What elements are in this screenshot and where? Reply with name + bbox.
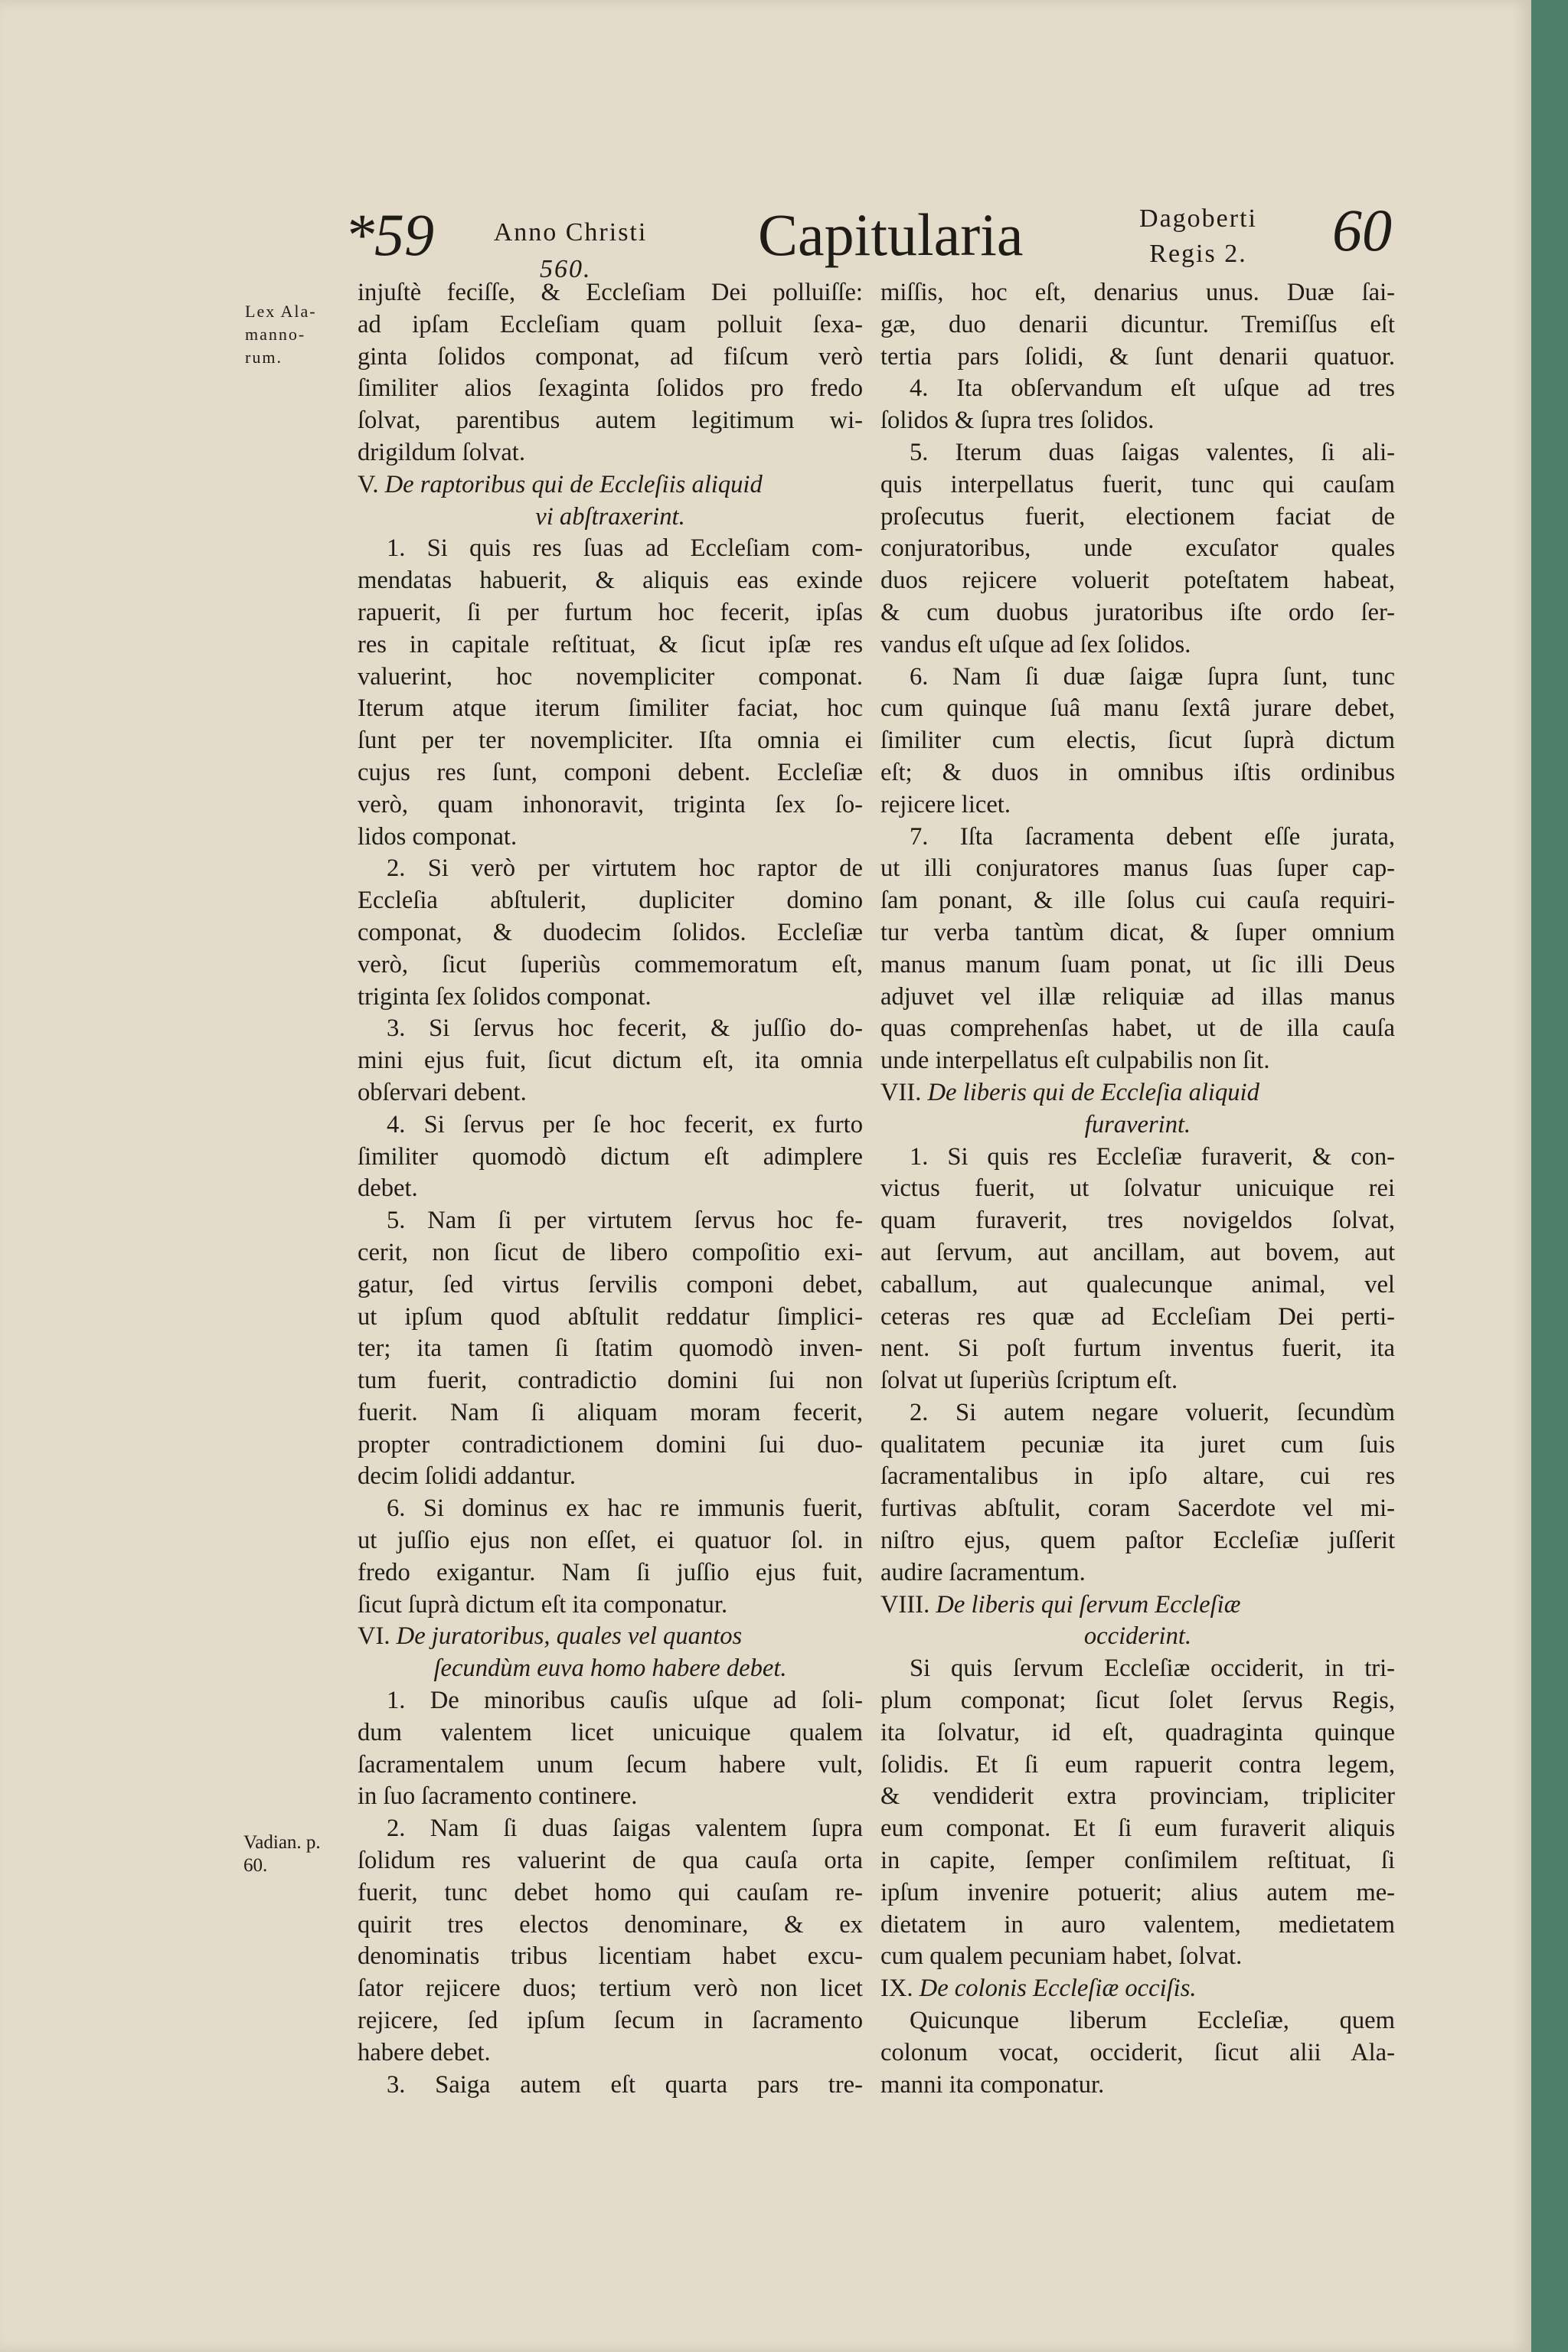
text-line: manus manum ſuam ponat, ut ſic illi Deus [880,950,1395,978]
text-line: cujus res ſunt, componi debent. Eccleſiæ [358,758,863,786]
section-heading-line: ſecundùm euva homo habere debet. [433,1655,787,1683]
text-line: tur verba tantùm dicat, & ſuper omnium [880,918,1395,946]
text-line: Iterum atque iterum ſimiliter faciat, hoc [358,694,863,723]
running-head-title: Capitularia [758,201,1024,268]
text-line: 1. Si quis res ſuas ad Eccleſiam com- [387,534,863,563]
text-line: ut ipſum quod abſtulit reddatur ſimplici- [358,1302,863,1331]
text-line: 1. Si quis res Eccleſiæ furaverit, & con- [910,1142,1395,1171]
text-line: unde interpellatus eſt culpabilis non ſit. [880,1047,1270,1075]
text-line: aut ſervum, aut ancillam, aut bovem, aut [880,1238,1395,1266]
margin-note-lex-alamannorum: Lex Ala- manno- rum. [245,302,317,367]
text-line: 3. Si ſervus hoc fecerit, & juſſio do- [387,1014,863,1043]
text-line: & vendiderit extra provinciam, tripliciter [880,1782,1395,1811]
text-line: mendatas habuerit, & aliquis eas exinde [358,567,863,595]
text-line: adjuvet vel illæ reliquiæ ad illas manus [880,982,1395,1011]
text-line: ipſum invenire potuerit; alius autem me- [880,1878,1395,1906]
right-text-column [880,277,1395,2101]
left-text-column [358,277,863,2101]
text-line: verò, quam inhonoravit, triginta ſex ſo- [358,790,863,818]
text-line: victus fuerit, ut ſolvatur unicuique rei [880,1174,1395,1203]
text-line: eum componat. Et ſi eum furaverit aliquis [880,1815,1395,1843]
text-line: Eccleſia abſtulerit, dupliciter domino [358,887,863,915]
text-line: ut juſſio ejus non eſſet, ei quatuor ſol. in [358,1527,863,1555]
text-line: quis interpellatus fuerit, tunc qui cauſam [880,470,1395,498]
text-line: 5. Iterum duas ſaigas valentes, ſi ali- [910,438,1395,466]
text-line: quas comprehenſas habet, ut de illa cauſa [880,1014,1395,1043]
text-line: lidos componat. [358,822,518,851]
text-line: duos rejicere voluerit poteſtatem habeat, [880,567,1395,595]
text-line: in capite, ſemper conſimilem reſtituat, ſi [880,1847,1395,1875]
text-line: cum qualem pecuniam habet, ſolvat. [880,1942,1243,1971]
text-line: cerit, non ſicut de libero compoſitio exi- [358,1238,863,1266]
text-line: 1. De minoribus cauſis uſque ad ſoli- [387,1687,863,1715]
text-line: Quicunque liberum Eccleſiæ, quem [910,2007,1395,2035]
text-line: vandus eſt uſque ad ſex ſolidos. [880,630,1191,658]
text-line: qualitatem pecuniæ ita juret cum ſuis [880,1430,1395,1459]
text-line: manni ita componatur. [880,2070,1105,2099]
text-line: 4. Ita obſervandum eſt uſque ad tres [910,374,1395,403]
text-line: ſacramentalibus in ipſo altare, cui res [880,1462,1395,1491]
text-line: ſimiliter quomodò dictum eſt adimplere [358,1142,863,1171]
text-line: audire ſacramentum. [880,1558,1086,1586]
text-line: 6. Si dominus ex hac re immunis fuerit, [387,1494,863,1523]
text-line: dum valentem licet unicuique qualem [358,1718,863,1746]
text-line: proſecutus fuerit, electionem faciat de [880,502,1395,531]
text-line: obſervari debent. [358,1078,527,1106]
text-line: ſimiliter alios ſexaginta ſolidos pro fredo [358,374,863,403]
text-line: 2. Nam ſi duas ſaigas valentem ſupra [387,1815,863,1843]
text-line: 2. Si verò per virtutem hoc raptor de [387,854,863,883]
text-line: 3. Saiga autem eſt quarta pars tre- [387,2070,863,2099]
text-line: Si quis ſervum Eccleſiæ occiderit, in tri- [910,1655,1395,1683]
text-line: gatur, ſed virtus ſervilis componi debet, [358,1270,863,1298]
text-line: ſator rejicere duos; tertium verò non licet [358,1975,863,2003]
text-line: ginta ſolidos componat, ad fiſcum verò [358,342,863,371]
text-line: valuerint, hoc novempliciter componat. [358,662,863,691]
text-line: 7. Iſta ſacramenta debent eſſe jurata, [910,822,1395,851]
text-line: drigildum ſolvat. [358,438,525,466]
text-line: debet. [358,1174,418,1203]
text-line: rejicere, ſed ipſum ſecum in ſacramento [358,2007,863,2035]
text-line: ad ipſam Eccleſiam quam polluit ſexa- [358,310,863,338]
text-line: ut illi conjuratores manus ſuas ſuper cap- [880,854,1395,883]
margin-note-vadian: Vadian. p. 60. [243,1832,321,1876]
text-line: 6. Nam ſi duæ ſaigæ ſupra ſunt, tunc [910,662,1395,691]
text-line: tertia pars ſolidi, & ſunt denarii quatuor. [880,342,1395,371]
text-line: quam furaverit, tres novigeldos ſolvat, [880,1207,1395,1235]
text-line: injuſtè feciſſe, & Eccleſiam Dei polluiſſe: [358,279,863,306]
section-heading-line: occiderint. [1083,1622,1192,1651]
text-line: ſicut ſuprà dictum eſt ita componatur. [358,1590,728,1619]
text-line: ſolidos & ſupra tres ſolidos. [880,407,1155,435]
text-line: nent. Si poſt furtum inventus fuerit, ita [880,1334,1395,1363]
text-line: furtivas abſtulit, coram Sacerdote vel mi- [880,1494,1395,1523]
section-heading-line: vi abſtraxerint. [535,502,685,531]
text-line: caballum, aut qualecunque animal, vel [880,1270,1395,1298]
text-line: tum fuerit, contradictio domini ſui non [358,1367,863,1395]
running-head-year: 560. [540,255,592,283]
text-line: habere debet. [358,2038,491,2066]
text-line: 4. Si ſervus per ſe hoc fecerit, ex furto [387,1110,863,1138]
section-heading-line: VIII. De liberis qui ſervum Eccleſiæ [880,1590,1241,1619]
text-line: ſacramentalem unum ſecum habere vult, [358,1750,863,1779]
section-heading-line: IX. De colonis Eccleſiæ occiſis. [880,1975,1197,2003]
text-line: ita ſolvatur, id eſt, quadraginta quinque [880,1718,1395,1746]
text-line: ſimiliter cum electis, ſicut ſuprà dictum [880,727,1395,755]
text-line: verò, ſicut ſuperiùs commemoratum eſt, [358,950,863,978]
text-line: fuerit. Nam ſi aliquam moram fecerit, [358,1398,863,1426]
text-line: eſt; & duos in omnibus iſtis ordinibus [880,758,1395,786]
running-head-regis: Regis 2. [1149,240,1247,268]
text-line: ſolvat ut ſuperiùs ſcriptum eſt. [880,1367,1178,1395]
text-line: triginta ſex ſolidos componat. [358,982,652,1011]
text-line: mini ejus fuit, ſicut dictum eſt, ita omnia [358,1047,863,1075]
text-line: 2. Si autem negare voluerit, ſecundùm [910,1398,1395,1426]
text-line: rejicere licet. [880,790,1011,818]
text-line: cum quinque ſuâ manu ſextâ jurare debet, [880,694,1395,723]
text-line: miſſis, hoc eſt, denarius unus. Duæ ſai- [880,279,1395,306]
section-heading-line: VII. De liberis qui de Eccleſia aliquid [880,1078,1259,1106]
text-line: ſunt per ter novempliciter. Iſta omnia ei [358,727,863,755]
text-line: ſolvat, parentibus autem legitimum wi- [358,407,863,435]
text-line: gæ, duo denarii dicuntur. Tremiſſus eſt [880,310,1395,338]
text-line: niſtro ejus, quem paſtor Eccleſiæ juſſerit [880,1527,1395,1555]
text-line: dietatem in auro valentem, medietatem [880,1910,1395,1939]
right-page-number: 60 [1332,197,1392,263]
text-line: rapuerit, ſi per furtum hoc fecerit, ipſas [358,598,863,626]
running-head-dagoberti: Dagoberti [1139,204,1257,233]
text-line: decim ſolidi addantur. [358,1462,576,1491]
text-line: conjuratoribus, unde excuſator quales [880,534,1395,563]
running-head-anno: Anno Christi [493,218,648,247]
text-line: fuerit, tunc debet homo qui cauſam re- [358,1878,863,1906]
text-line: ſam ponant, & ille ſolus cui cauſa requiri- [880,887,1395,915]
section-heading-line: V. De raptoribus qui de Eccleſiis aliquid [358,470,763,498]
section-heading-line: VI. De juratoribus, quales vel quantos [358,1622,743,1651]
text-line: ter; ita tamen ſi ſtatim quomodò inven- [358,1334,863,1363]
text-line: denominatis tribus licentiam habet excu- [358,1942,863,1971]
text-line: & cum duobus juratoribus iſte ordo ſer- [880,598,1395,626]
text-line: propter contradictionem domini ſui duo- [358,1430,863,1459]
text-line: ſolidis. Et ſi eum rapuerit contra legem, [880,1750,1395,1779]
section-heading-line: furaverint. [1084,1110,1191,1138]
text-line: ceteras res quæ ad Eccleſiam Dei perti- [880,1302,1395,1331]
text-line: quirit tres electos denominare, & ex [358,1910,863,1939]
text-line: componat, & duodecim ſolidos. Eccleſiæ [358,918,863,946]
text-line: plum componat; ſicut ſolet ſervus Regis, [880,1687,1395,1715]
text-line: res in capitale reſtituat, & ſicut ipſæ res [358,630,863,658]
text-line: 5. Nam ſi per virtutem ſervus hoc fe- [387,1207,863,1235]
left-page-number: *59 [345,201,434,268]
text-line: colonum vocat, occiderit, ſicut alii Ala- [880,2038,1395,2066]
text-line: ſolidum res valuerint de qua cauſa orta [358,1847,863,1875]
text-line: in ſuo ſacramento continere. [358,1782,638,1811]
text-line: fredo exigantur. Nam ſi juſſio ejus fuit, [358,1558,863,1586]
